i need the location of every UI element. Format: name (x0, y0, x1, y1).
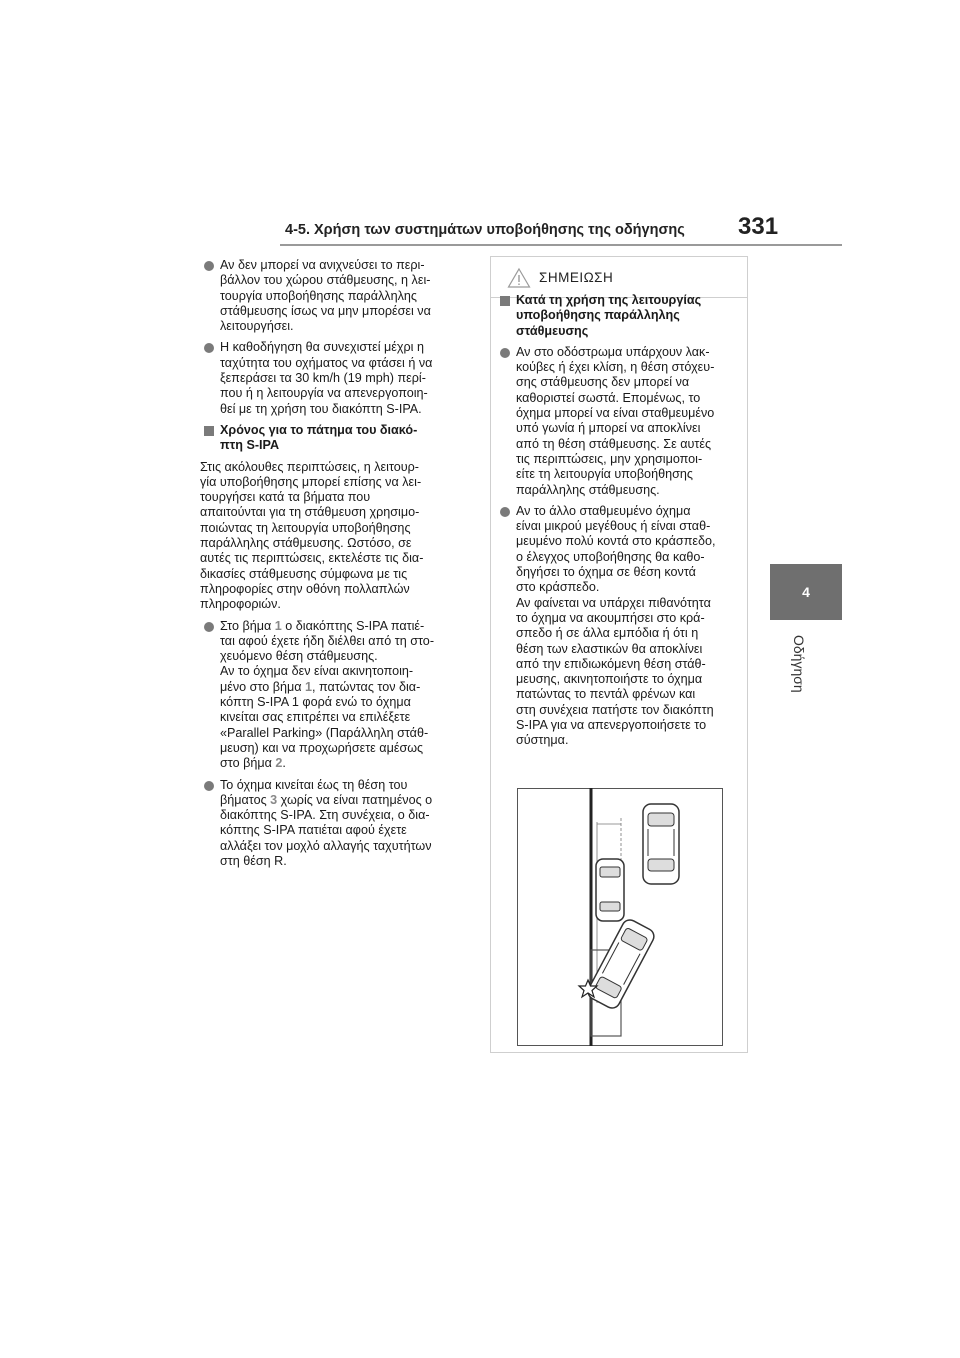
text-line: δηγήσει το όχημα σε θέση κοντά (516, 565, 696, 580)
text-line: «Parallel Parking» (Παράλληλη στάθ- (220, 725, 429, 740)
text-line: Αν φαίνεται να υπάρχει πιθανότητα (516, 595, 711, 610)
text-line: κούβες ή έχει κλίση, η θέση στόχευ- (516, 360, 715, 375)
bullet-dot-icon (204, 261, 214, 271)
text-line (220, 793, 476, 808)
text-line: απαιτούνται για τη στάθμευση χρησιμο- (200, 505, 420, 520)
text-line: το όχημα να ακουμπήσει στο κρά- (516, 610, 705, 625)
text-line: ποιώντας τη λειτουργία υποβοήθησης (200, 520, 411, 535)
left-column (200, 258, 476, 875)
heading-line: υποβοήθησης παράλληλης (516, 308, 680, 323)
text-line: S-IPA για να απενεργοποιήσετε το (516, 718, 707, 733)
parked-car-rear (596, 859, 624, 921)
chapter-tab (770, 564, 842, 620)
text-line: σης στάθμευσης δεν μπορεί να (516, 375, 690, 390)
header-divider (280, 244, 842, 246)
text-line: γία υποβοήθησης μπορεί επίσης να λει- (200, 474, 422, 489)
text-line: ο έλεγχος υποβοήθησης θα καθο- (516, 549, 705, 564)
text-line (220, 619, 476, 634)
section-heading (200, 423, 476, 454)
text-line: δικασίες στάθμευσης σύμφωνα με τις (200, 566, 408, 581)
warning-triangle-icon (507, 267, 531, 289)
text-line: αυτές τις περιπτώσεις, εκτελέστε τις δια- (200, 551, 424, 566)
text-line: μευμένο πολύ κοντά στο κράσπεδο, (516, 534, 716, 549)
text-span: ο διακόπτης S-IPA πατιέ- (281, 618, 425, 633)
note-body (496, 293, 744, 755)
text-line: Αν το άλλο σταθμευμένο όχημα (516, 503, 691, 518)
text-line: κόπτη S-IPA 1 φορά ενώ το όχημα (220, 695, 411, 710)
text-line: κόπτης S-IPA πατιέται αφού έχετε (220, 823, 407, 838)
text-span: , πατώντας τον δια- (312, 679, 421, 694)
text-line: πληροφοριών. (200, 597, 281, 612)
bullet-item (200, 619, 476, 772)
text-line: Στις ακόλουθες περιπτώσεις, η λειτουρ- (200, 459, 419, 474)
note-title: ΣΗΜΕΙΩΣΗ (539, 269, 614, 285)
text-span: μένο στο βήμα (220, 679, 306, 694)
text-line: ξεπεράσει τα 30 km/h (19 mph) περί- (220, 371, 426, 386)
text-line: ται αφού έχετε ήδη διέλθει από τη στο- (220, 633, 435, 648)
text-line: τουργήσει κατά τα βήματα που (200, 490, 371, 505)
text-line: πληροφορίες στην οθόνη πολλαπλών (200, 581, 410, 596)
text-line: είναι μικρού μεγέθους ή είναι σταθ- (516, 519, 711, 534)
heading-line: πτη S-IPA (220, 438, 280, 453)
text-line: στάθμευσης ίσως να μην μπορέσει να (220, 303, 431, 318)
text-line: στη συνέχεια πατήστε τον διακόπτη (516, 702, 714, 717)
text-line: καθοριστεί σωστά. Επομένως, το (516, 390, 701, 405)
text-line: είτε τη λειτουργία υποβοήθησης (516, 467, 693, 482)
text-line: σύστημα. (516, 733, 569, 748)
bullet-dot-icon (204, 781, 214, 791)
step-number: 3 (270, 792, 278, 807)
text-line: μευση) και να προχωρήσετε αμέσως (220, 740, 424, 755)
note-box (490, 256, 748, 1053)
heading-line: στάθμευσης (516, 323, 589, 338)
page-number: 331 (738, 213, 779, 240)
text-line: παράλληλης στάθμευσης. Ωστόσο, σε (200, 536, 412, 551)
step-number: 2 (275, 756, 283, 771)
bullet-dot-icon (500, 507, 510, 517)
square-bullet-icon (204, 426, 214, 436)
text-line: τουργία υποβοήθησης παράλληλης (220, 288, 417, 303)
text-line: χευόμενο θέση στάθμευσης. (220, 649, 378, 664)
bullet-dot-icon (500, 348, 510, 358)
text-line: όχημα μπορεί να είναι σταθμευμένο (516, 406, 715, 421)
text-line: κινείται σας επιτρέπει να επιλέξετε (220, 710, 411, 725)
bullet-dot-icon (204, 343, 214, 353)
note-header (491, 257, 747, 298)
text-line: που ή η λειτουργία να απενεργοποιη- (220, 386, 428, 401)
text-line: υπό γωνία ή μπορεί να αποκλίνει (516, 421, 701, 436)
parked-car-front (643, 804, 679, 884)
heading-line: Κατά τη χρήση της λειτουργίας (516, 293, 702, 307)
bullet-item (200, 340, 476, 416)
text-line: αλλάξει τον μοχλό αλλαγής ταχυτήτων (220, 838, 432, 853)
text-span: χωρίς να είναι πατημένος ο (277, 792, 433, 807)
text-line: Αν το όχημα δεν είναι ακινητοποιη- (220, 664, 414, 679)
text-line (220, 680, 476, 695)
text-line: πατώντας το πεντάλ φρένων και (516, 687, 696, 702)
text-line: βάλλον του χώρου στάθμευσης, η λει- (220, 273, 431, 288)
text-line: σπεδο ή σε άλλα εμπόδια ή ότι η (516, 626, 699, 641)
text-line: από τη θέση στάθμευσης. Σε αυτές (516, 436, 712, 451)
text-span: στο βήμα (220, 756, 276, 771)
text-line: θέση των ελαστικών θα αποκλίνει (516, 641, 703, 656)
text-line: στη θέση R. (220, 853, 287, 868)
bullet-item (200, 258, 476, 334)
text-line: από την επιδιωκόμενη θέση στάθ- (516, 656, 706, 671)
step-number: 1 (305, 679, 313, 694)
text-span: Στο βήμα (220, 618, 275, 633)
bullet-dot-icon (204, 622, 214, 632)
text-line: ταχύτητα του οχήματος να φτάσει ή να (220, 355, 433, 370)
parking-diagram (517, 788, 723, 1046)
chapter-label: Οδήγηση (791, 635, 807, 693)
text-line (220, 756, 476, 771)
heading-line: Χρόνος για το πάτημα του διακό- (220, 422, 418, 437)
chapter-number: 4 (802, 584, 810, 600)
note-bullet-item (496, 345, 744, 498)
note-bullet-item (496, 504, 744, 749)
text-line: θεί με τη χρήση του διακόπτη S-IPA. (220, 401, 422, 416)
text-line: μευσης, ακινητοποιήστε το όχημα (516, 672, 703, 687)
page-header-title: 4-5. Χρήση των συστημάτων υποβοήθησης της οδήγησης (285, 222, 685, 238)
text-line: Το όχημα κινείται έως τη θέση του (220, 777, 408, 792)
text-span: . (282, 756, 286, 771)
step-number: 1 (274, 618, 282, 633)
text-line: διακόπτης S-IPA. Στη συνέχεια, ο δια- (220, 808, 430, 823)
section-paragraph (200, 460, 476, 613)
text-line: λειτουργήσει. (220, 319, 294, 334)
bullet-item (200, 778, 476, 870)
text-line: στο κράσπεδο. (516, 580, 600, 595)
text-line: Αν στο οδόστρωμα υπάρχουν λακ- (516, 344, 710, 359)
text-line: Η καθοδήγηση θα συνεχιστεί μέχρι η (220, 340, 424, 355)
square-bullet-icon (500, 296, 510, 306)
text-line: Αν δεν μπορεί να ανιχνεύσει το περι- (220, 258, 425, 272)
text-line: παράλληλης στάθμευσης. (516, 482, 660, 497)
text-line: τις περιπτώσεις, μην χρησιμοποι- (516, 451, 703, 466)
text-span: βήματος (220, 792, 271, 807)
note-heading (496, 293, 744, 339)
